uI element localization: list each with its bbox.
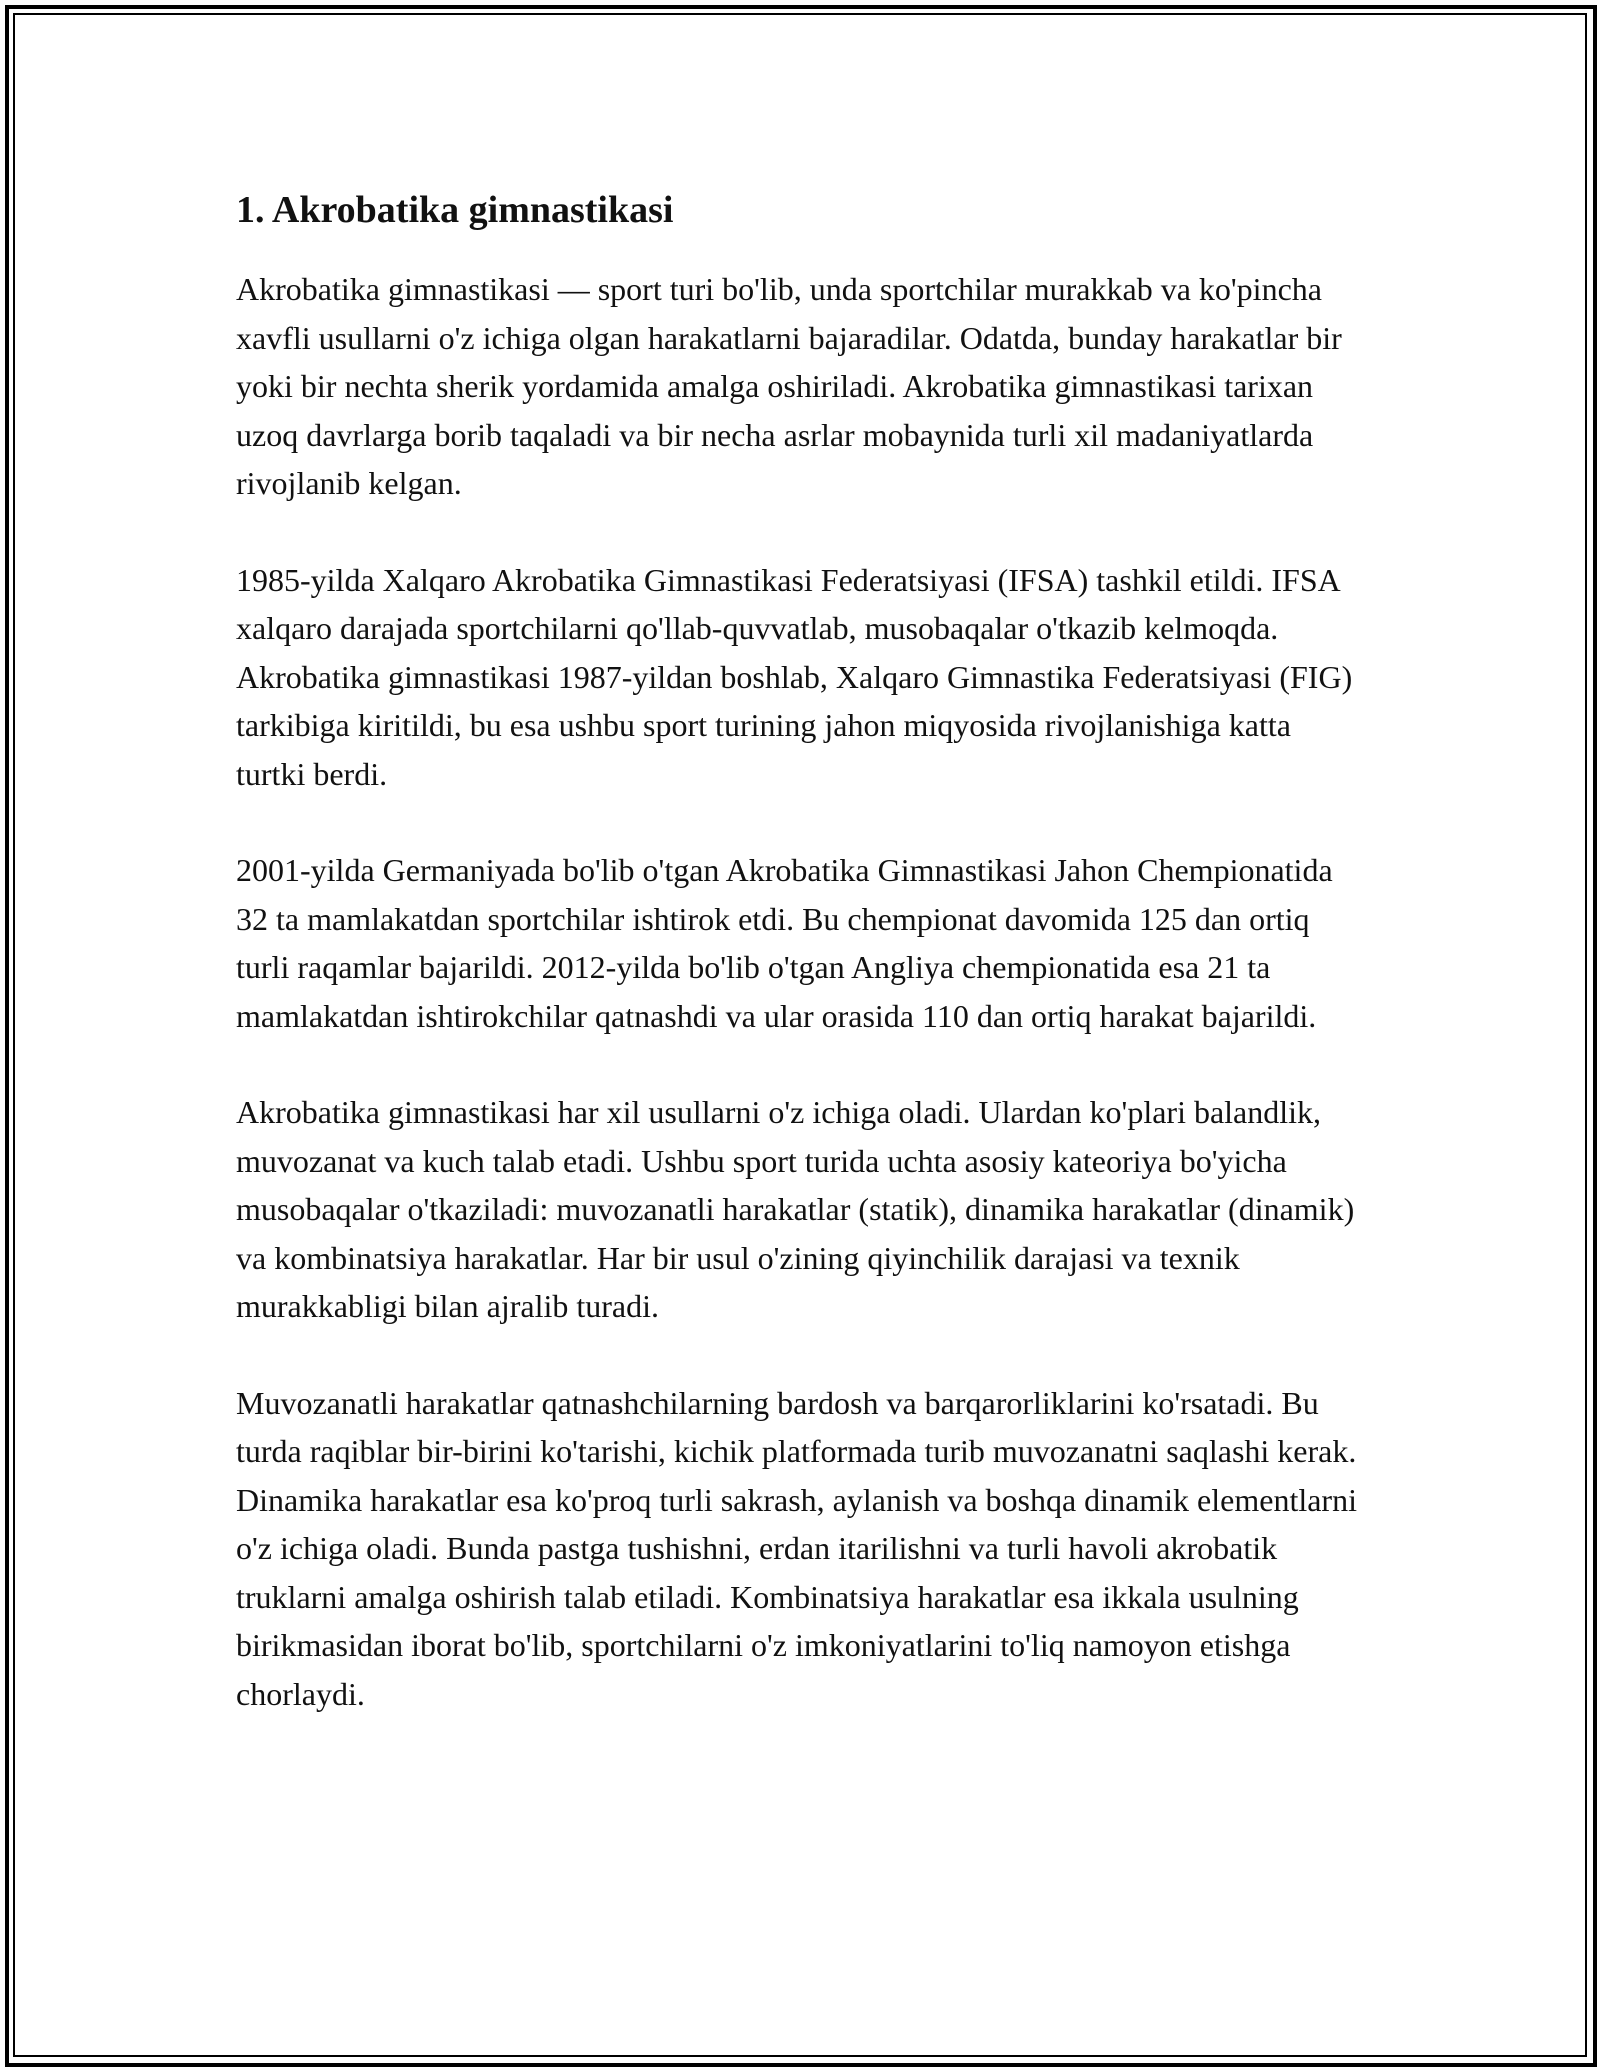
paragraph-intro: Akrobatika gimnastikasi — sport turi bo'lib, unda sportchilar murakkab va ko'pincha xavfli usullarni o'z ichiga olgan harakatlarni bajaradilar. Odatda, bunday harakatlar bir yoki bir nechta sherik yordamida amalga oshiriladi. Akrobatika gimnastikasi tarixan uzoq davrlarga borib taqaladi va bir necha asrlar mobaynida turli xil madaniyatlarda rivojlanib kelgan.: [236, 271, 1342, 501]
paragraph-techniques: Muvozanatli harakatlar qatnashchilarning bardosh va barqarorliklarini ko'rsatadi. Bu turda raqiblar bir-birini ko'tarishi, kichik platformada turib muvozanatni saqlashi kerak. Dinamika harakatlar esa ko'proq turli sakrash, aylanish va boshqa dinamik elementlarni o'z ichiga oladi. Bunda pastga tushishni, erdan itarilishni va turli havoli akrobatik truklarni amalga oshirish talab etiladi. Kombinatsiya harakatlar esa ikkala usulning birikmasidan iborat bo'lib, sportchilarni o'z imkoniyatlarini to'liq namoyon etishga chorlaydi.: [236, 1384, 1357, 1712]
paragraph-categories: Akrobatika gimnastikasi har xil usullarni o'z ichiga oladi. Ulardan ko'plari balandlik, muvozanat va kuch talab etadi. Ushbu sport turida uchta asosiy kateoriya bo'yicha musobaqalar o'tkaziladi: muvozanatli harakatlar (statik), dinamika harakatlar (dinamik) va kombinatsiya harakatlar. Har bir usul o'zining qiyinchilik darajasi va texnik murakkabligi bilan ajralib turadi.: [236, 1094, 1355, 1324]
paragraph-championships: 2001-yilda Germaniyada bo'lib o'tgan Akrobatika Gimnastikasi Jahon Chempionatida 32 ta mamlakatdan sportchilar ishtirok etdi. Bu chempionat davomida 125 dan ortiq turli raqamlar bajarildi. 2012-yilda bo'lib o'tgan Angliya chempionatida esa 21 ta mamlakatdan ishtirokchilar qatnashdi va ular orasida 110 dan ortiq harakat bajarildi.: [236, 852, 1333, 1034]
section-heading: 1. Akrobatika gimnastikasi: [236, 189, 674, 231]
document-body: [236, 185, 1366, 1766]
paragraph-federation: 1985-yilda Xalqaro Akrobatika Gimnastikasi Federatsiyasi (IFSA) tashkil etildi. IFSA xalqaro darajada sportchilarni qo'llab-quvvatlab, musobaqalar o'tkazib kelmoqda. Akrobatika gimnastikasi 1987-yildan boshlab, Xalqaro Gimnastika Federatsiyasi (FIG) tarkibiga kiritildi, bu esa ushbu sport turining jahon miqyosida rivojlanishiga katta turtki berdi.: [236, 561, 1353, 792]
